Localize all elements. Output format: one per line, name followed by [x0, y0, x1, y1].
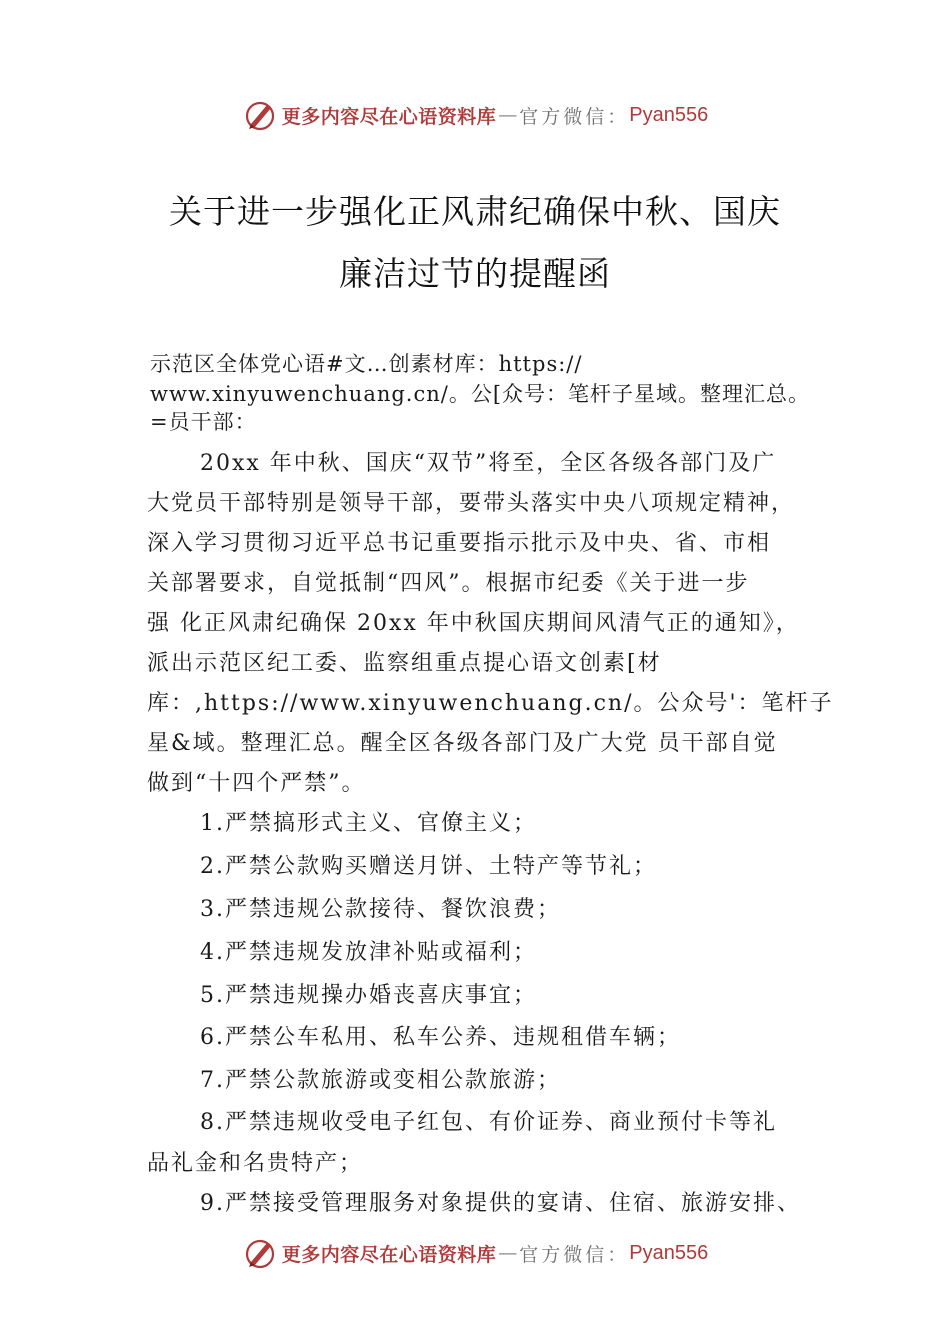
- paragraph-line: 强 化正风肃纪确保 20xx 年中秋国庆期间风清气正的通知》，: [147, 611, 800, 636]
- list-item: 8.严禁违规收受电子红包、有价证券、商业预付卡等礼: [200, 1110, 777, 1135]
- banner-wechat-id: Pyan556: [629, 1241, 709, 1264]
- list-item: 4.严禁违规发放津补贴或福利；: [200, 940, 537, 965]
- document-title-line-2: 廉洁过节的提醒函: [339, 254, 611, 293]
- salutation-line: 示范区全体党心语#文…创素材库：https://: [150, 352, 583, 376]
- header-banner: [0, 95, 950, 135]
- list-item: 3.严禁违规公款接待、餐饮浪费；: [200, 897, 561, 922]
- list-item: 7.严禁公款旅游或变相公款旅游；: [200, 1068, 561, 1093]
- paragraph-line: 星&域。整理汇总。醒全区各级各部门及广大党 员干部自觉: [147, 731, 778, 756]
- list-item: 1.严禁搞形式主义、官僚主义；: [200, 811, 537, 836]
- salutation-line: =员干部：: [150, 410, 257, 434]
- paragraph-line: 关部署要求，自觉抵制“四风”。根据市纪委《关于进一步: [147, 571, 750, 596]
- list-item: 5.严禁违规操办婚丧喜庆事宜；: [200, 983, 537, 1008]
- banner-wechat-label: 官方微信：: [519, 1243, 630, 1266]
- banner-separator: —: [498, 1242, 518, 1264]
- pen-logo-icon: [242, 1235, 278, 1271]
- list-item-continuation: 品礼金和名贵特产；: [147, 1151, 364, 1176]
- paragraph-line: 深入学习贯彻习近平总书记重要指示批示及中央、省、市相: [147, 531, 772, 556]
- footer-banner: [0, 1233, 950, 1273]
- paragraph-line: 大党员干部特别是领导干部，要带头落实中央八项规定精神，: [147, 491, 796, 516]
- banner-main-text: 更多内容尽在心语资料库: [281, 1243, 497, 1266]
- banner-main-text: 更多内容尽在心语资料库: [281, 105, 497, 128]
- paragraph-line: 库：,https://www.xinyuwenchuang.cn/。公众号'：笔杆子: [147, 691, 834, 716]
- banner-separator: —: [498, 104, 518, 126]
- pen-logo-icon: [242, 97, 278, 133]
- paragraph-line: 20xx 年中秋、国庆“双节”将至，全区各级各部门及广: [200, 451, 777, 476]
- salutation-line: www.xinyuwenchuang.cn/。公[众号：笔杆子星域。整理汇总。: [150, 382, 811, 406]
- paragraph-line: 做到“十四个严禁”。: [147, 771, 366, 796]
- paragraph-line: 派出示范区纪工委、监察组重点提心语文创素[材: [147, 651, 662, 676]
- list-item: 9.严禁接受管理服务对象提供的宴请、住宿、旅游安排、: [200, 1191, 801, 1216]
- banner-wechat-label: 官方微信：: [519, 105, 630, 128]
- document-title-line-1: 关于进一步强化正风肃纪确保中秋、国庆: [169, 192, 781, 231]
- list-item: 2.严禁公款购买赠送月饼、土特产等节礼；: [200, 854, 657, 879]
- banner-wechat-id: Pyan556: [629, 103, 709, 126]
- list-item: 6.严禁公车私用、私车公养、违规租借车辆；: [200, 1025, 681, 1050]
